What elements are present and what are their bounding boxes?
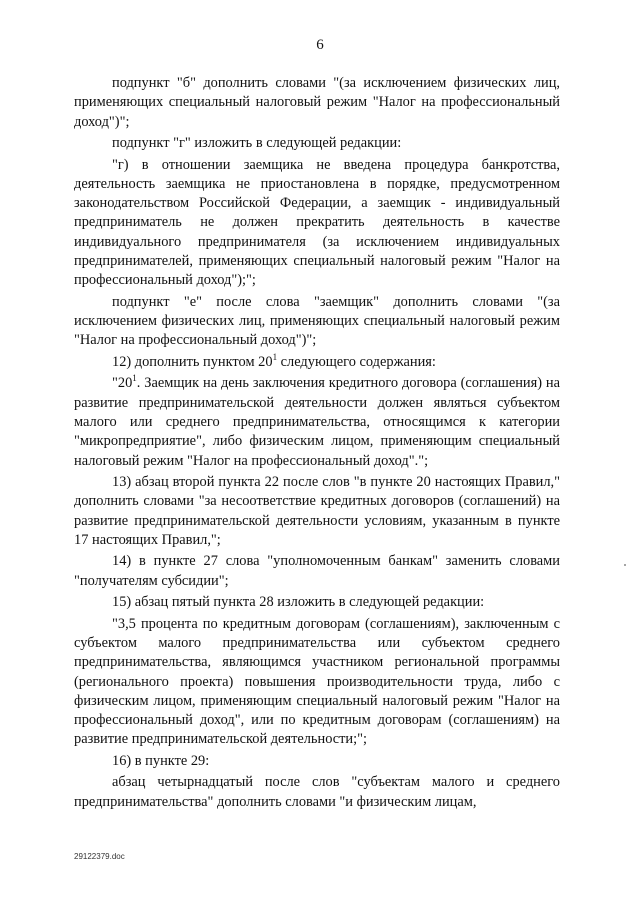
document-body bbox=[74, 74, 560, 812]
paragraph-item-12-before: 12) дополнить пунктом 20 bbox=[112, 353, 273, 370]
paragraph-item-14: 14) в пункте 27 слова "уполномоченным банкам" заменить словами "получателям субсидии"; bbox=[74, 553, 560, 589]
paragraph-item-15: 15) абзац пятый пункта 28 изложить в следующей редакции: bbox=[112, 594, 485, 611]
paragraph-item-16: 16) в пункте 29: bbox=[112, 752, 210, 769]
paragraph-item-16-text: абзац четырнадцатый после слов "субъектам малого и среднего предпринимательства" дополнить словами "и физическим лицам, bbox=[74, 774, 560, 810]
paragraph-subpoint-g-intro: подпункт "г" изложить в следующей редакции: bbox=[112, 135, 402, 152]
paragraph-item-12-after: следующего содержания: bbox=[277, 353, 436, 370]
margin-dot bbox=[624, 564, 626, 566]
page-number: 6 bbox=[316, 37, 324, 53]
paragraph-subpoint-b: подпункт "б" дополнить словами "(за исключением физических лиц, применяющих специальный налоговый режим "Налог на профессиональный доход")"; bbox=[74, 75, 560, 130]
paragraph-subpoint-e: подпункт "е" после слова "заемщик" дополнить словами "(за исключением физических лиц, применяющих специальный налоговый режим "Налог на профессиональный доход")"; bbox=[74, 293, 560, 349]
paragraph-point-20-1 bbox=[74, 374, 560, 470]
paragraph-item-13: 13) абзац второй пункта 22 после слов "в пункте 20 настоящих Правил," дополнить словами "за несоответствие кредитных договоров (соглашений) на развитие предпринимательской деятельности условиям, указанным в пункте 17 настоящих Правил,"; bbox=[74, 474, 560, 548]
footer-file-code: 29122379.doc bbox=[74, 852, 125, 861]
paragraph-subpoint-g-text: "г) в отношении заемщика не введена процедура банкротства, деятельность заемщика не приостановлена в порядке, предусмотренном законодательством Российской Федерации, а заемщик - индивидуальный предприниматель не должен прекратить деятельность в качестве индивидуального предпринимателя (за исключением индивидуальных предпринимателей, применяющих специальный налоговый режим "Налог на профессиональный доход");"; bbox=[74, 156, 560, 289]
paragraph-point-20-1-after: . Заемщик на день заключения кредитного договора (соглашения) на развитие предпринимательской деятельности должен являться субъектом малого или среднего предпринимательства, относящимся к категории "микропредприятие", либо физическим лицом, применяющим специальный налоговый режим "Налог на профессиональный доход"."; bbox=[74, 375, 560, 469]
paragraph-item-12-superscript: 1 bbox=[272, 352, 278, 363]
paragraph-item-12 bbox=[74, 353, 560, 372]
paragraph-point-20-1-before: "20 bbox=[112, 375, 133, 392]
paragraph-item-15-text: "3,5 процента по кредитным договорам (соглашениям), заключенным с субъектом малого предпринимательства или субъектом среднего предпринимательства, являющимся участником региональной программы (регионального проекта) повышения производительности труда, либо с физическим лицом, применяющим специальный налоговый режим "Налог на профессиональный доход", или по кредитным договорам (соглашениям) на развитие предпринимательской деятельности;"; bbox=[74, 615, 560, 748]
paragraph-point-20-1-superscript: 1 bbox=[132, 373, 137, 384]
